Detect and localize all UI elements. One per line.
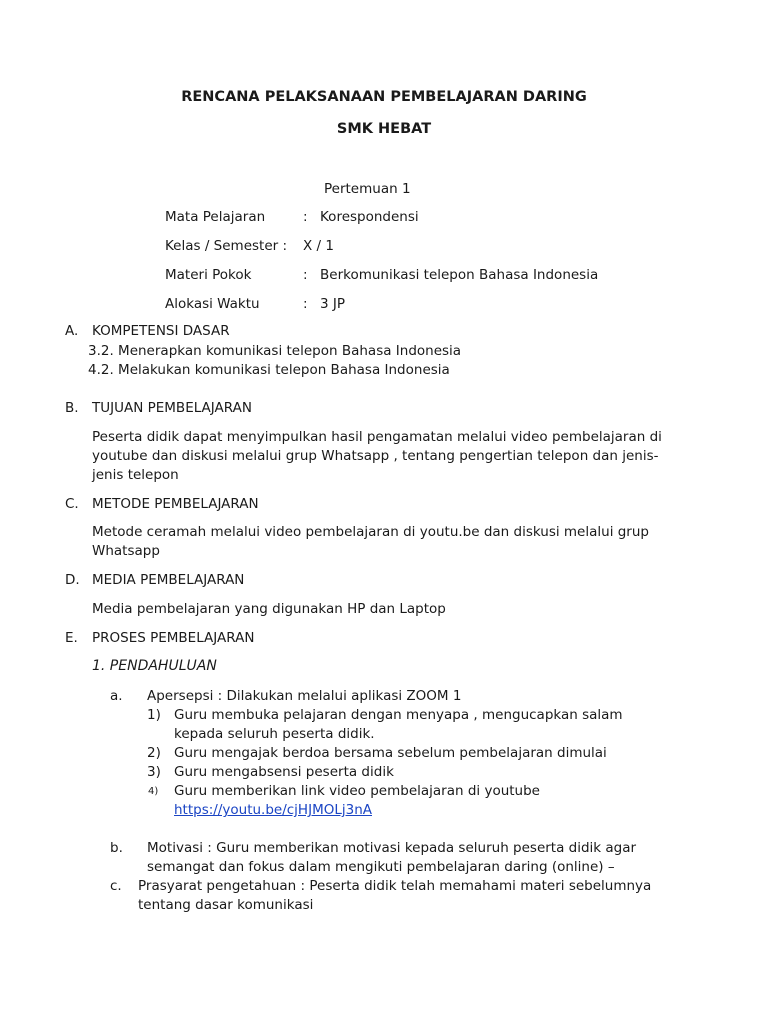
step-text: Guru mengabsensi peserta didik (174, 764, 394, 780)
section-heading: MEDIA PEMBELAJARAN (92, 572, 245, 588)
step-number: 1) (147, 707, 161, 723)
meta-colon: : (303, 267, 308, 283)
meta-value: Korespondensi (320, 209, 419, 225)
step-text: Guru membuka pelajaran dengan menyapa , mengucapkan salam (174, 707, 623, 723)
paragraph-line: Whatsapp (92, 543, 160, 559)
section-heading: METODE PEMBELAJARAN (92, 496, 259, 512)
step-text: kepada seluruh peserta didik. (174, 726, 375, 742)
competency-item: 3.2. Menerapkan komunikasi telepon Bahasa Indonesia (88, 343, 462, 359)
paragraph-line: jenis telepon (92, 467, 179, 483)
meta-label: Materi Pokok (165, 267, 252, 283)
subsection-heading: 1. PENDAHULUAN (92, 658, 217, 674)
section-letter: C. (65, 496, 79, 512)
section-letter: A. (65, 323, 79, 339)
youtube-link[interactable]: https://youtu.be/cjHJMOLj3nA (174, 802, 372, 818)
list-item-text: Prasyarat pengetahuan : Peserta didik telah memahami materi sebelumnya (138, 878, 652, 894)
section-heading: TUJUAN PEMBELAJARAN (92, 400, 252, 416)
step-text: Guru mengajak berdoa bersama sebelum pembelajaran dimulai (174, 745, 607, 761)
meta-label: Kelas / Semester : (165, 238, 288, 254)
step-number: 2) (147, 745, 161, 761)
document-title: RENCANA PELAKSANAAN PEMBELAJARAN DARING (181, 89, 587, 105)
meta-value: X / 1 (303, 238, 334, 254)
paragraph-line: Metode ceramah melalui video pembelajaran di youtu.be dan diskusi melalui grup (92, 524, 649, 540)
section-heading: KOMPETENSI DASAR (92, 323, 230, 339)
meta-value: Berkomunikasi telepon Bahasa Indonesia (320, 267, 599, 283)
step-number: 4) (148, 786, 159, 797)
list-letter: a. (110, 688, 123, 704)
step-number: 3) (147, 764, 161, 780)
meeting-label: Pertemuan 1 (324, 181, 411, 197)
meta-colon: : (303, 209, 308, 225)
paragraph-line: Media pembelajaran yang digunakan HP dan Laptop (92, 601, 446, 617)
section-letter: B. (65, 400, 79, 416)
meta-label: Alokasi Waktu (165, 296, 260, 312)
list-item-text: Apersepsi : Dilakukan melalui aplikasi ZOOM 1 (147, 688, 462, 704)
school-name: SMK HEBAT (336, 121, 432, 137)
list-letter: c. (110, 878, 122, 894)
list-item-text: semangat dan fokus dalam mengikuti pembelajaran daring (online) – (147, 859, 615, 875)
list-letter: b. (110, 840, 123, 856)
meta-value: 3 JP (320, 296, 346, 312)
list-item-text: Motivasi : Guru memberikan motivasi kepada seluruh peserta didik agar (147, 840, 637, 856)
meta-label: Mata Pelajaran (165, 209, 266, 225)
list-item-text: tentang dasar komunikasi (138, 897, 314, 913)
section-heading: PROSES PEMBELAJARAN (92, 630, 255, 646)
section-letter: D. (65, 572, 80, 588)
competency-item: 4.2. Melakukan komunikasi telepon Bahasa Indonesia (88, 362, 450, 378)
paragraph-line: youtube dan diskusi melalui grup Whatsapp , tentang pengertian telepon dan jenis- (92, 448, 659, 464)
meta-colon: : (303, 296, 308, 312)
paragraph-line: Peserta didik dapat menyimpulkan hasil pengamatan melalui video pembelajaran di (92, 429, 662, 445)
section-letter: E. (65, 630, 78, 646)
step-text: Guru memberikan link video pembelajaran di youtube (174, 783, 540, 799)
